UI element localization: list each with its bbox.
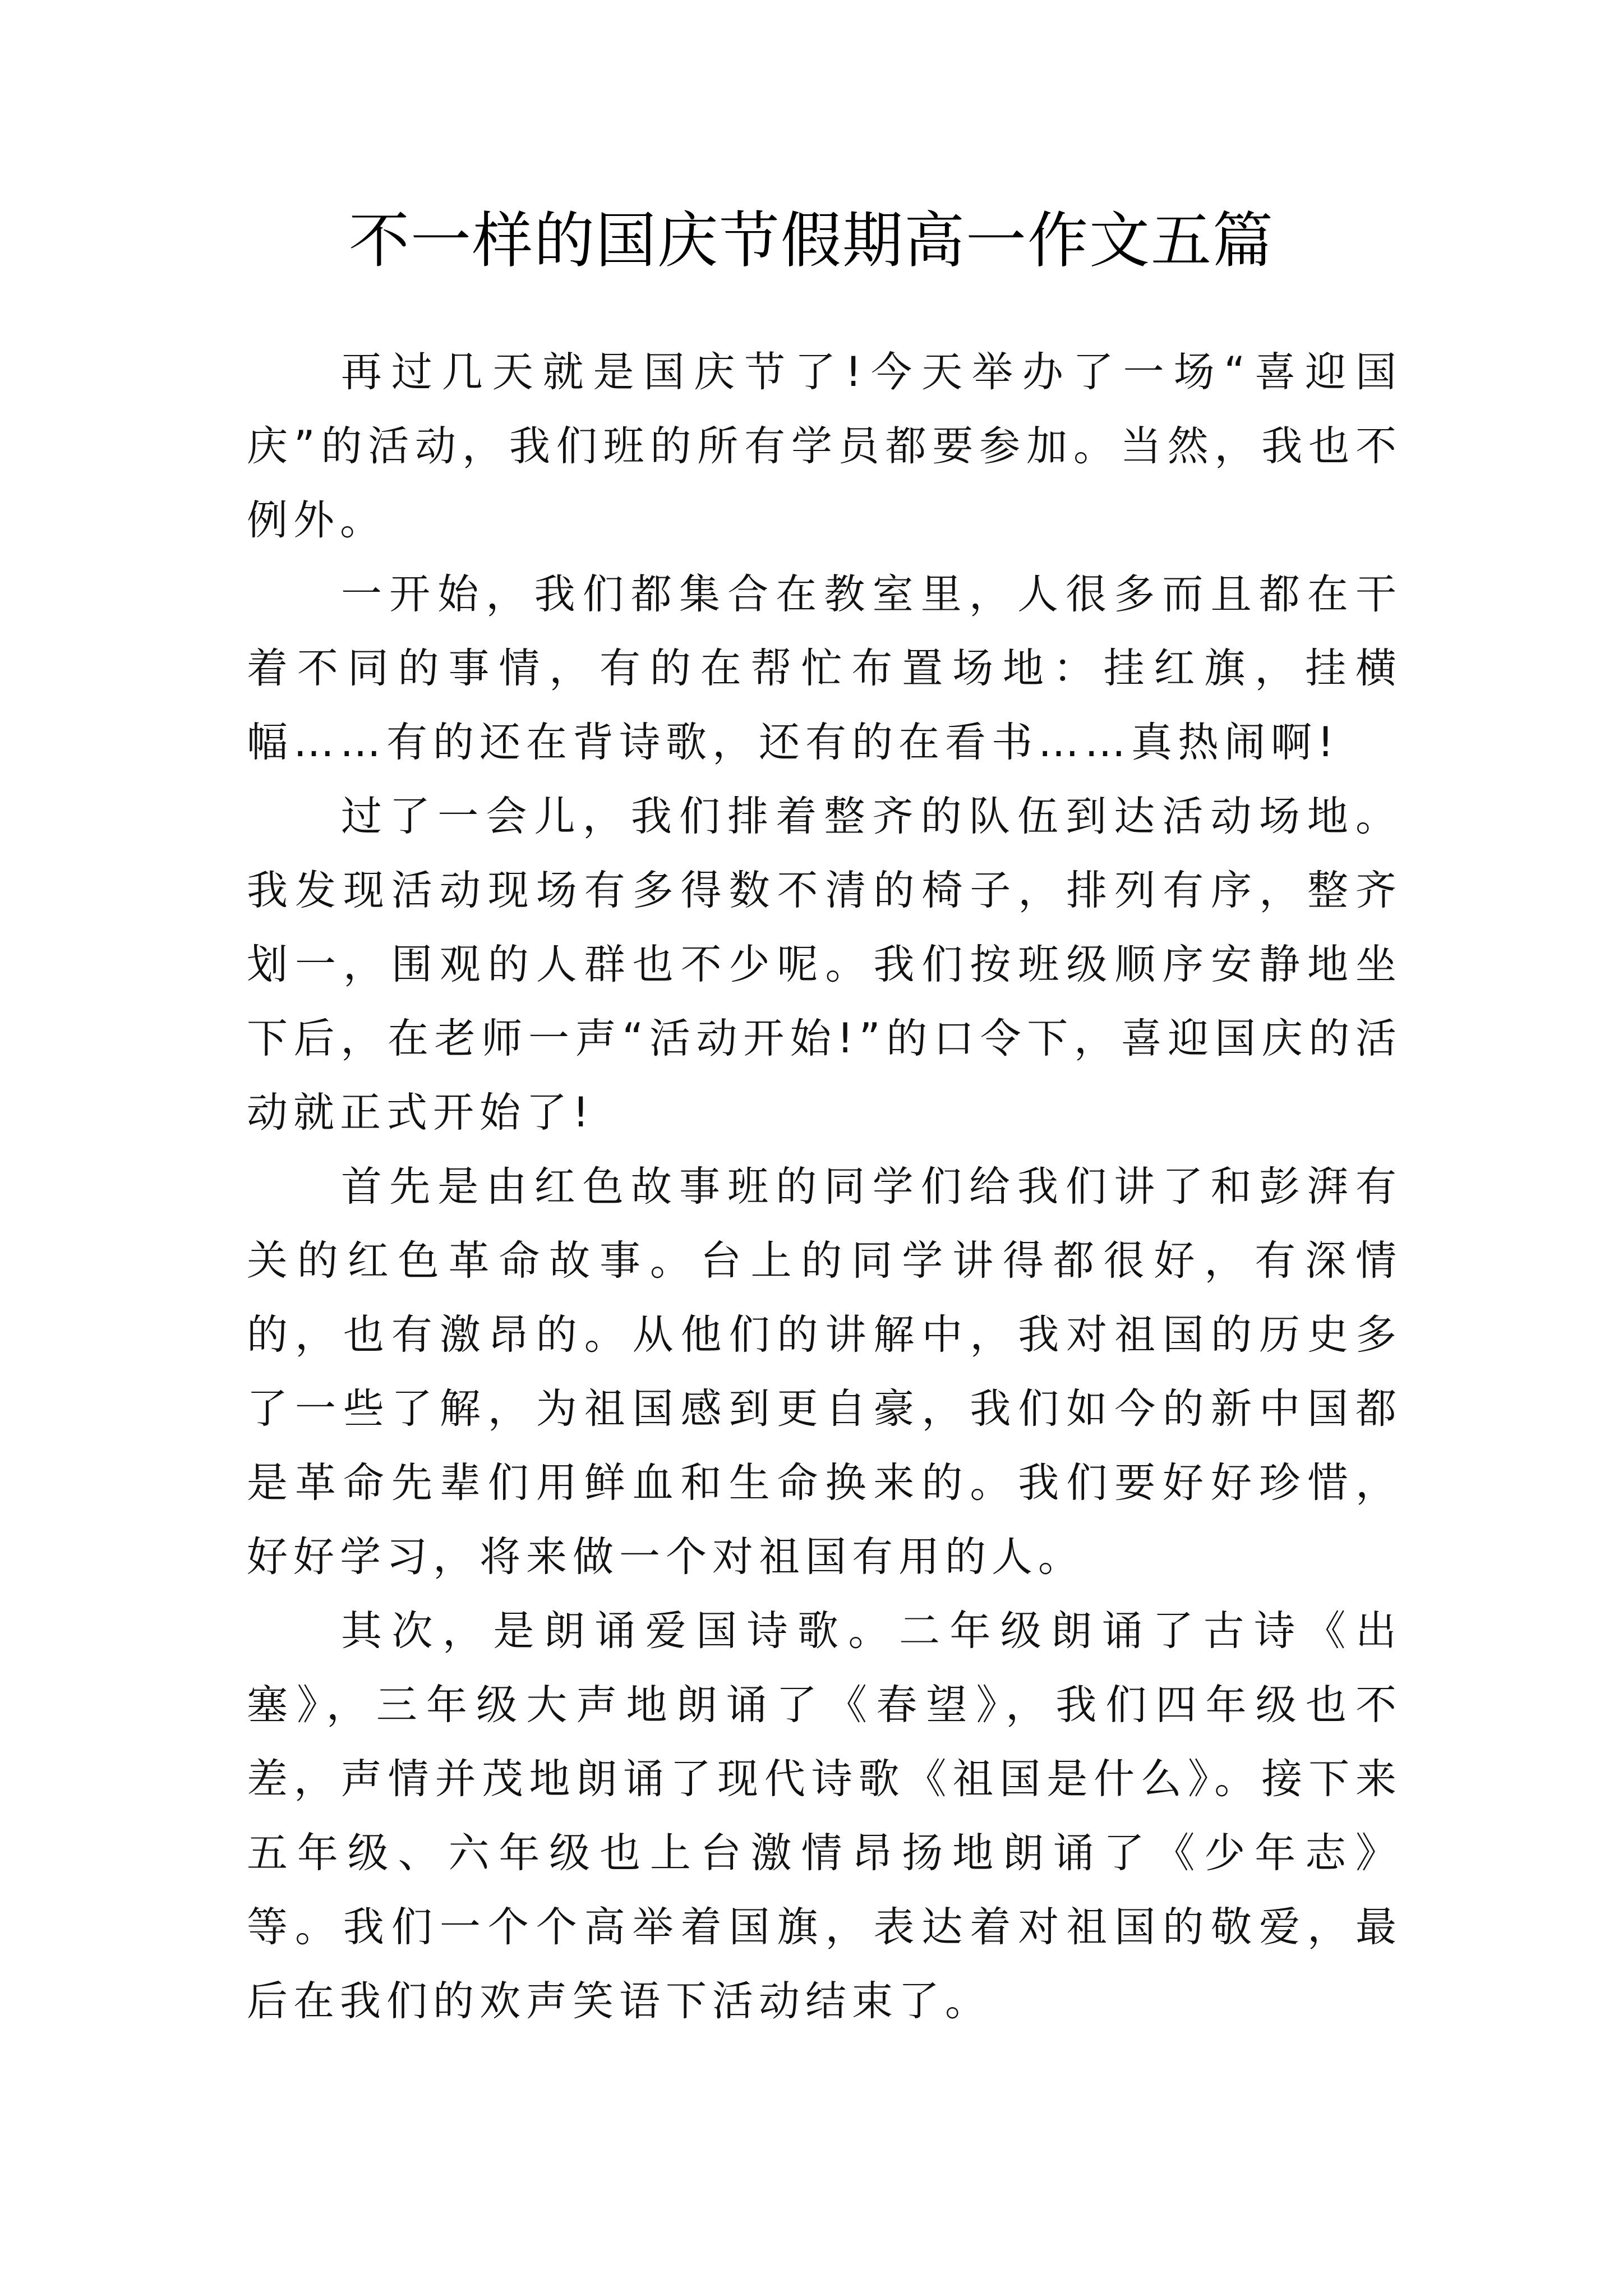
paragraph-3: 过了一会儿，我们排着整齐的队伍到达活动场地。我发现活动现场有多得数不清的椅子，排列有序，整齐划一，围观的人群也不少呢。我们按班级顺序安静地坐下后，在老师一声“活动开始!”的口令下，喜迎国庆的活动就正式开始了! [247,793,1402,1137]
paragraph-2: 一开始，我们都集合在教室里，人很多而且都在干着不同的事情，有的在帮忙布置场地：挂红旗，挂横幅……有的还在背诗歌，还有的在看书……真热闹啊! [247,570,1402,766]
document-title: 不一样的国庆节假期高一作文五篇 [348,206,1274,276]
document-body [247,335,1402,2039]
paragraph-1: 再过几天就是国庆节了!今天举办了一场“喜迎国庆”的活动，我们班的所有学员都要参加。当然，我也不例外。 [247,348,1402,544]
paragraph-4: 首先是由红色故事班的同学们给我们讲了和彭湃有关的红色革命故事。台上的同学讲得都很好，有深情的，也有激昂的。从他们的讲解中，我对祖国的历史多了一些了解，为祖国感到更自豪，我们如今的新中国都是革命先辈们用鲜血和生命换来的。我们要好好珍惜，好好学习，将来做一个对祖国有用的人。 [247,1163,1402,1581]
paragraph-5: 其次，是朗诵爱国诗歌。二年级朗诵了古诗《出塞》，三年级大声地朗诵了《春望》，我们四年级也不差，声情并茂地朗诵了现代诗歌《祖国是什么》。接下来五年级、六年级也上台激情昂扬地朗诵了《少年志》等。我们一个个高举着国旗，表达着对祖国的敬爱，最后在我们的欢声笑语下活动结束了。 [247,1607,1402,2025]
